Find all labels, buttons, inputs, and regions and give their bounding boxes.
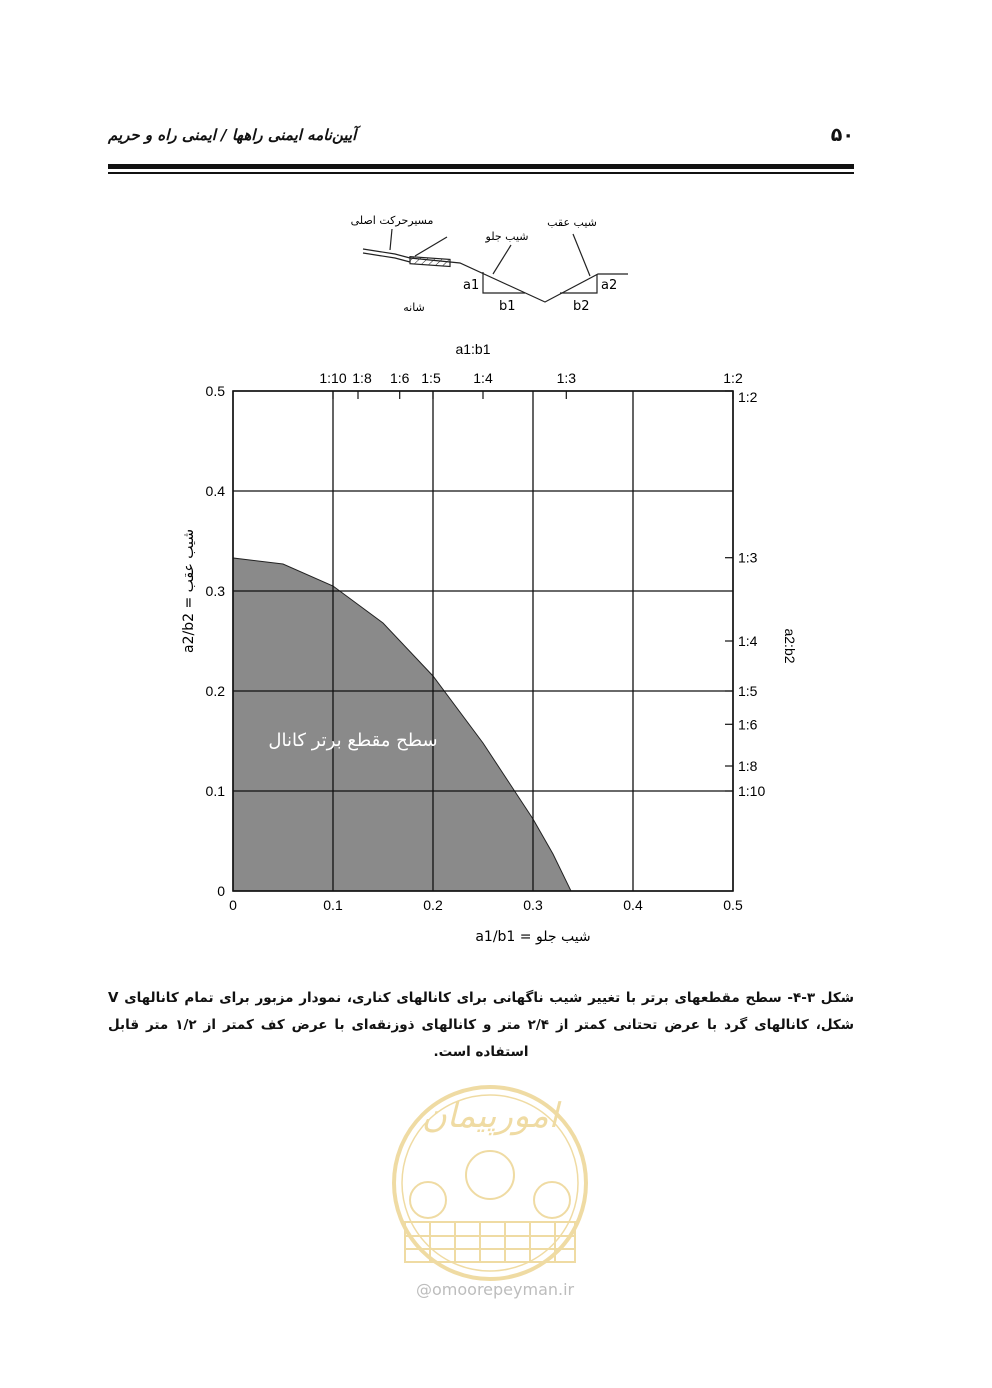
y-tick-label-5: 0.5	[205, 383, 225, 399]
y-tick-label-4: 0.4	[205, 483, 225, 499]
right-tick-label-6: 1:10	[738, 783, 766, 799]
top-tick-label-5: 1:3	[556, 370, 577, 386]
running-title: آیین‌نامه ایمنی راهها / ایمنی راه و حریم	[108, 126, 357, 144]
watermark-url-text: omoorepeyman.ir	[432, 1280, 575, 1299]
watermark-logo	[394, 1087, 586, 1279]
label-shoulder: شانه	[403, 301, 425, 314]
right-tick-label-4: 1:6	[738, 716, 758, 733]
shoulder-callout-line	[415, 237, 447, 256]
y-tick-label-3: 0.3	[205, 583, 225, 599]
top-tick-label-6: 1:2	[723, 370, 743, 386]
right-axis-title: a2:b2	[782, 628, 798, 664]
right-tick-label-3: 1:5	[738, 683, 758, 699]
top-tick-label-4: 1:4	[473, 370, 493, 386]
label-b1: b1	[499, 299, 516, 314]
top-tick-label-2: 1:6	[389, 370, 410, 386]
right-tick-label-0: 1:2	[738, 389, 758, 405]
page-number: ۵۰	[830, 124, 854, 146]
channel-profile	[363, 249, 628, 302]
x-tick-label-2: 0.2	[423, 897, 443, 913]
back-slope-callout-line	[573, 234, 590, 276]
label-front-slope: شیب جلو	[485, 230, 529, 243]
x-tick-label-5: 0.5	[723, 897, 743, 913]
right-tick-label-5: 1:8	[738, 758, 758, 774]
y-axis-label: a2/b2 = شیب عقب	[181, 529, 197, 653]
road-edge-line	[363, 253, 410, 262]
y-tick-label-0: 0	[217, 883, 225, 899]
watermark-text: امورپیمان	[421, 1096, 559, 1136]
y-tick-label-2: 0.2	[205, 683, 225, 699]
x-tick-label-0: 0	[229, 897, 237, 913]
main-path-callout-line	[390, 229, 392, 250]
figure-caption: شکل ۳-۴- سطح مقطعهای برتر با تغییر شیب ناگهانی برای کانالهای کناری، نمودار مزبور برای تمام کانالهای V شکل، کانالهای گرد با عرض تحتانی کمتر از ۲/۴ متر و کانالهای ذوزنقه‌ای با عرض کف کمتر از ۱/۲ متر قابل استفاده است.	[108, 990, 854, 1060]
optimal-region-area	[233, 558, 571, 891]
top-tick-label-0: 1:10	[319, 370, 347, 386]
watermark-gears-icon	[405, 1151, 575, 1262]
top-axis-title: a1:b1	[455, 341, 491, 357]
at-icon: @	[416, 1280, 432, 1299]
label-a2: a2	[601, 278, 618, 293]
x-tick-label-3: 0.3	[523, 897, 543, 913]
label-b2: b2	[573, 299, 590, 314]
x-tick-label-4: 0.4	[623, 897, 643, 913]
shoulder-hatch	[410, 257, 450, 267]
label-main-path: مسیرحرکت اصلی	[350, 214, 434, 227]
chart	[181, 341, 798, 945]
label-a1: a1	[463, 278, 480, 293]
top-tick-label-3: 1:5	[421, 370, 441, 386]
x-axis-label: a1/b1 = شیب جلو	[475, 929, 591, 945]
x-tick-label-1: 0.1	[323, 897, 343, 913]
label-back-slope: شیب عقب	[547, 216, 597, 229]
right-tick-label-1: 1:3	[738, 549, 758, 566]
watermark-url	[416, 1280, 574, 1299]
region-label: سطح مقطع برتر کانال	[268, 730, 438, 751]
y-tick-label-1: 0.1	[205, 783, 225, 799]
top-tick-label-1: 1:8	[352, 370, 372, 386]
right-tick-label-2: 1:4	[738, 633, 758, 649]
front-slope-callout-line	[493, 245, 511, 274]
